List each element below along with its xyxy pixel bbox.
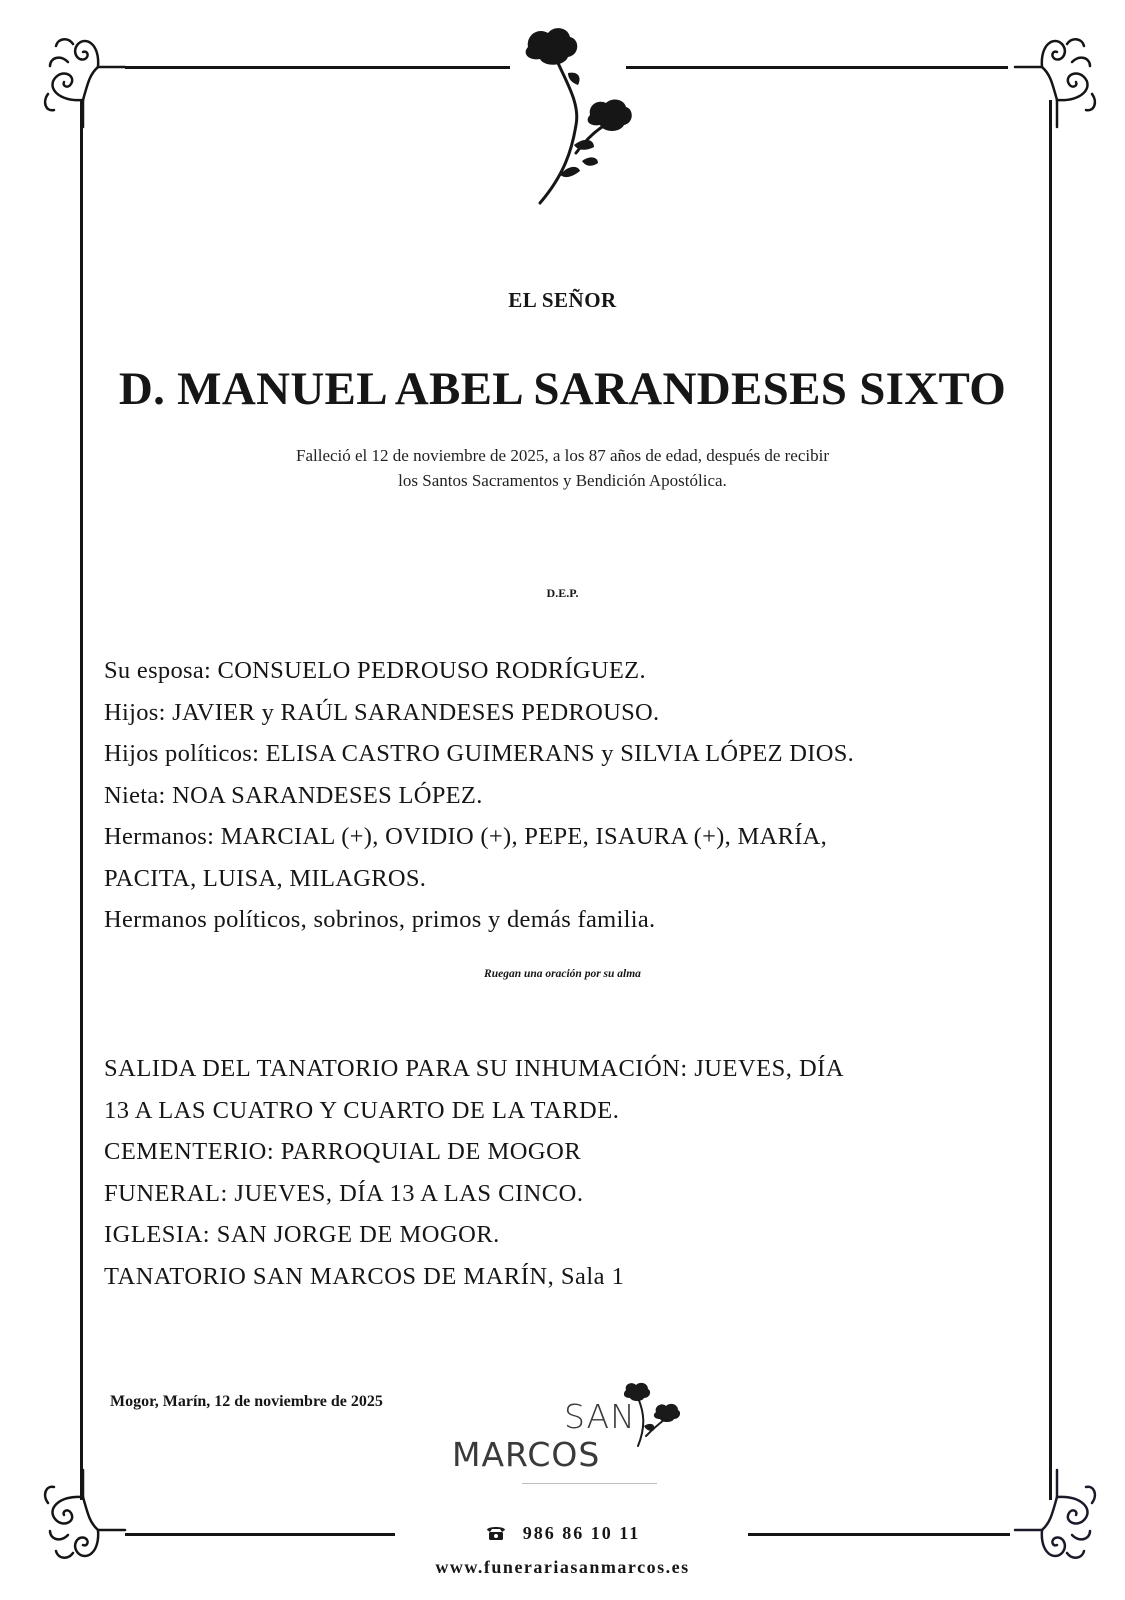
corner-ornament-icon — [38, 1465, 138, 1565]
logo-word-marcos: MARCOS — [452, 1435, 601, 1474]
corner-ornament-icon — [38, 32, 138, 132]
funeral-line-funeral-home: TANATORIO SAN MARCOS DE MARÍN, Sala 1 — [104, 1262, 625, 1290]
funeral-home-logo — [440, 1387, 690, 1497]
death-notice — [0, 443, 1125, 493]
website-link[interactable]: www.funerariasanmarcos.es — [435, 1557, 690, 1577]
funeral-line-service: FUNERAL: JUEVES, DÍA 13 A LAS CINCO. — [104, 1179, 584, 1207]
family-list — [104, 650, 1024, 941]
family-line-children-in-law: Hijos políticos: ELISA CASTRO GUIMERANS y SILVIA LÓPEZ DIOS. — [104, 740, 855, 767]
border-top-right — [626, 66, 1008, 69]
salutation: EL SEÑOR — [508, 288, 617, 312]
border-top-left — [125, 66, 510, 69]
funeral-details — [104, 1048, 1024, 1297]
family-line-children: Hijos: JAVIER y RAÚL SARANDESES PEDROUSO. — [104, 698, 660, 726]
family-line-relatives: Hermanos políticos, sobrinos, primos y demás familia. — [104, 906, 656, 933]
corner-ornament-icon — [1002, 1465, 1102, 1565]
funeral-line-departure-time: 13 A LAS CUATRO Y CUARTO DE LA TARDE. — [104, 1096, 620, 1124]
funeral-line-departure: SALIDA DEL TANATORIO PARA SU INHUMACIÓN: JUEVES, DÍA — [104, 1055, 845, 1082]
family-line-spouse: Su esposa: CONSUELO PEDROUSO RODRÍGUEZ. — [104, 657, 646, 684]
deceased-name: D. MANUEL ABEL SARANDESES SIXTO — [118, 363, 1007, 415]
phone-icon — [485, 1525, 507, 1540]
phone-number[interactable]: 986 86 10 11 — [522, 1523, 641, 1543]
logo-divider — [522, 1483, 657, 1484]
place-date: Mogor, Marín, 12 de noviembre de 2025 — [110, 1393, 383, 1410]
logo-word-san: SAN — [564, 1397, 636, 1436]
logo-flower-icon — [620, 1382, 690, 1452]
death-notice-line: Falleció el 12 de noviembre de 2025, a los 87 años de edad, después de recibir — [296, 446, 829, 465]
flower-icon — [520, 25, 650, 210]
family-line-siblings-cont: PACITA, LUISA, MILAGROS. — [104, 864, 427, 892]
dep-abbreviation: D.E.P. — [546, 586, 579, 600]
funeral-line-church: IGLESIA: SAN JORGE DE MOGOR. — [104, 1221, 500, 1248]
corner-ornament-icon — [1002, 32, 1102, 132]
funeral-line-cemetery: CEMENTERIO: PARROQUIAL DE MOGOR — [104, 1138, 582, 1165]
prayer-request: Ruegan una oración por su alma — [484, 968, 641, 980]
family-line-granddaughter: Nieta: NOA SARANDESES LÓPEZ. — [104, 781, 483, 809]
family-line-siblings: Hermanos: MARCIAL (+), OVIDIO (+), PEPE, ISAURA (+), MARÍA, — [104, 823, 828, 850]
death-notice-line: los Santos Sacramentos y Bendición Apostólica. — [398, 471, 727, 490]
phone-contact — [0, 1523, 1125, 1544]
